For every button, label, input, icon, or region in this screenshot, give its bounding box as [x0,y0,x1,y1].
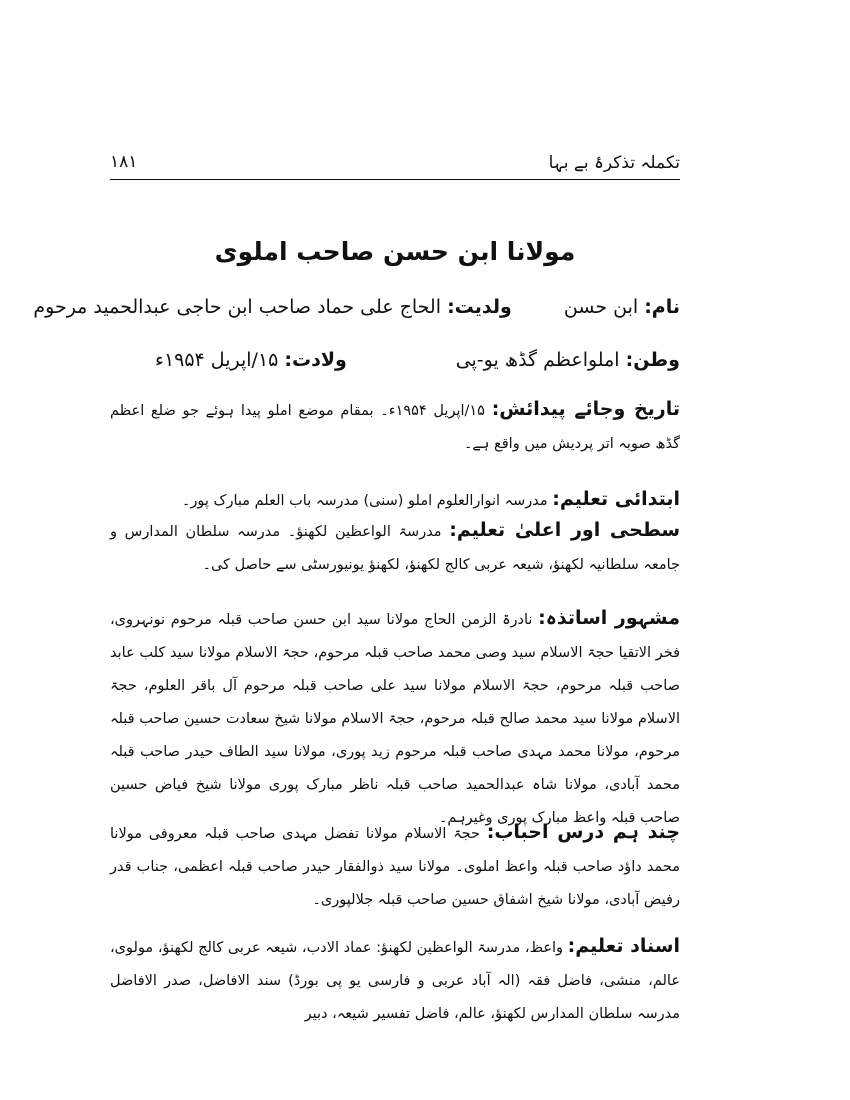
parentage-value: الحاج علی حماد صاحب ابن حاجی عبدالحمید مرحوم [33,296,442,318]
section-classmates-text: حجۃ الاسلام مولانا تفضل مہدی صاحب قبلہ معروفی مولانا محمد داؤد صاحب قبلہ واعظ املوی۔ مولانا سید ذوالفقار حیدر صاحب قبلہ اعظمی، جناب قدر رفیض آبادی، مولانا شیخ اشفاق حسین صاحب قبلہ جلالپوری۔ [110,826,680,908]
section-teachers [110,602,680,835]
page-header [110,150,680,180]
name-row [33,296,680,318]
section-higher-text: مدرسۃ الواعظین لکھنؤ۔ مدرسہ سلطان المدارس و جامعہ سلطانیہ لکھنؤ، شیعہ عربی کالج لکھنؤ، لکھنؤ یونیورسٹی سے حاصل کی۔ [110,524,680,573]
birth-value: ۱۵/اپریل ۱۹۵۴ء [155,349,279,371]
watan-value: املواعظم گڈھ یو-پی [455,349,620,371]
section-birth-heading: تاریخ وجائے پیدائش: [491,398,681,420]
section-degrees [110,930,680,1031]
section-higher-education [110,514,680,582]
section-degrees-heading: اسناد تعلیم: [567,935,681,957]
section-classmates-heading: چند ہم درس احباب: [486,821,681,843]
section-teachers-text: نادرۃ الزمن الحاج مولانا سید ابن حسن صاحب قبلہ مرحوم نونہروی، فخر الاتقیا حجۃ الاسلام سید وصی محمد صاحب قبلہ مرحوم، حجۃ الاسلام مولانا سید کلب عابد صاحب قبلہ مرحوم، حجۃ الاسلام مولانا سید علی صاحب قبلہ مرحوم آل باقر العلوم، حجۃ الاسلام مولانا سید محمد صالح قبلہ مرحوم، حجۃ الاسلام مولانا شیخ سعادت حسین صاحب قبلہ مرحوم، مولانا محمد مہدی صاحب قبلہ مرحوم زید پوری، مولانا سید الطاف حیدر صاحب قبلہ محمد آبادی، مولانا شاہ عبدالحمید صاحب قبلہ ناظر مبارک پوری مولانا شیخ فیاض حسین صاحب قبلہ واعظ مبارک پوری وغیرہم۔ [110,612,680,826]
section-birth [110,393,680,461]
birth-date-field [155,349,347,371]
parentage-label: ولدیت: [447,296,512,318]
section-higher-heading: سطحی اور اعلیٰ تعلیم: [449,519,681,541]
name-label: نام: [644,296,680,318]
watan-row [115,349,680,371]
section-birth-text: ۱۵/اپریل ۱۹۵۴ء۔ بمقام موضع املو پیدا ہوئے جو ضلع اعظم گڈھ صوبہ اتر پردیش میں واقع ہے۔ [110,403,680,452]
page-title: مولانا ابن حسن صاحب املوی [214,237,576,266]
section-primary-text: مدرسہ انوارالعلوم املو (سنی) مدرسہ باب العلم مبارک پور۔ [181,493,548,509]
section-teachers-heading: مشہور اساتذہ: [538,607,680,629]
section-primary-heading: ابتدائی تعلیم: [552,488,680,510]
section-degrees-text: واعظ، مدرسۃ الواعظین لکھنؤ: عماد الادب، شیعہ عربی کالج لکھنؤ، مولوی، عالم، منشی، فاضل فقہ (الہ آباد عربی و فارسی یو پی بورڈ) سند الافاضل، صدر الافاضل مدرسہ سلطان المدارس لکھنؤ، عالم، فاضل تفسیر شیعہ، دبیر [110,940,680,1022]
section-classmates [110,816,680,917]
watan-label: وطن: [625,349,680,371]
section-primary-education [110,483,680,518]
birth-label: ولادت: [284,349,347,371]
running-title: تکملہ تذکرۂ بے بہا [548,153,680,173]
header-rule [110,179,680,180]
name-value: ابن حسن [563,296,639,318]
page-number: ۱۸۱ [110,152,138,172]
